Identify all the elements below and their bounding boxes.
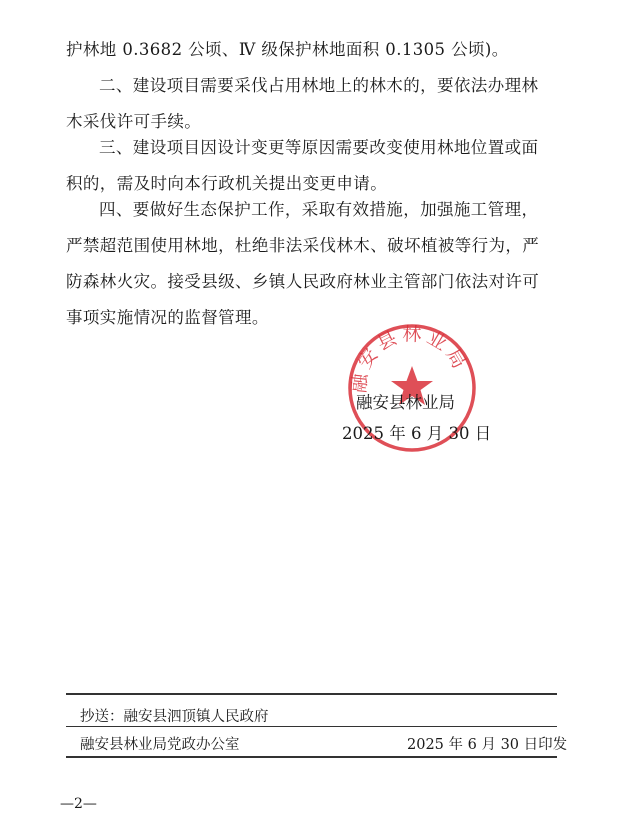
footer-top-rule <box>66 693 557 695</box>
signature-date: 2025 年 6 月 30 日 <box>342 424 492 443</box>
text-line: 严禁超范围使用林地，杜绝非法采伐林木、破坏植被等行为，严 <box>66 236 540 255</box>
cc-recipient: 融安县泗顶镇人民政府 <box>123 709 269 725</box>
paragraph-continuation <box>66 32 571 68</box>
text-line: 防森林火灾。接受县级、乡镇人民政府林业主管部门依法对许可 <box>66 272 540 291</box>
cc-line <box>80 705 269 726</box>
footer-bottom-rule <box>66 756 557 758</box>
text-line: 事项实施情况的监督管理。 <box>66 308 269 327</box>
text-line: 积的，需及时向本行政机关提出变更申请。 <box>66 174 388 193</box>
issuer: 融安县林业局党政办公室 <box>80 737 240 753</box>
text-line: 三、建设项目因设计变更等原因需要改变使用林地位置或面 <box>99 138 539 157</box>
text-line: 木采伐许可手续。 <box>66 112 202 131</box>
svg-text:融安县林业局: 融安县林业局 <box>348 323 473 394</box>
text-line: 护林地 0.3682 公顷、Ⅳ 级保护林地面积 0.1305 公顷)。 <box>66 40 509 59</box>
issue-date: 2025 年 6 月 30 日印发 <box>407 737 568 753</box>
footer-mid-rule <box>66 726 557 727</box>
text-line: 二、建设项目需要采伐占用林地上的林木的，要依法办理林 <box>99 76 539 95</box>
text-line: 四、要做好生态保护工作，采取有效措施，加强施工管理， <box>99 200 539 219</box>
cc-label: 抄送： <box>80 709 124 725</box>
signature-org: 融安县林业局 <box>356 393 455 412</box>
paragraph-4 <box>66 192 571 336</box>
page-number: —2— <box>60 796 97 812</box>
